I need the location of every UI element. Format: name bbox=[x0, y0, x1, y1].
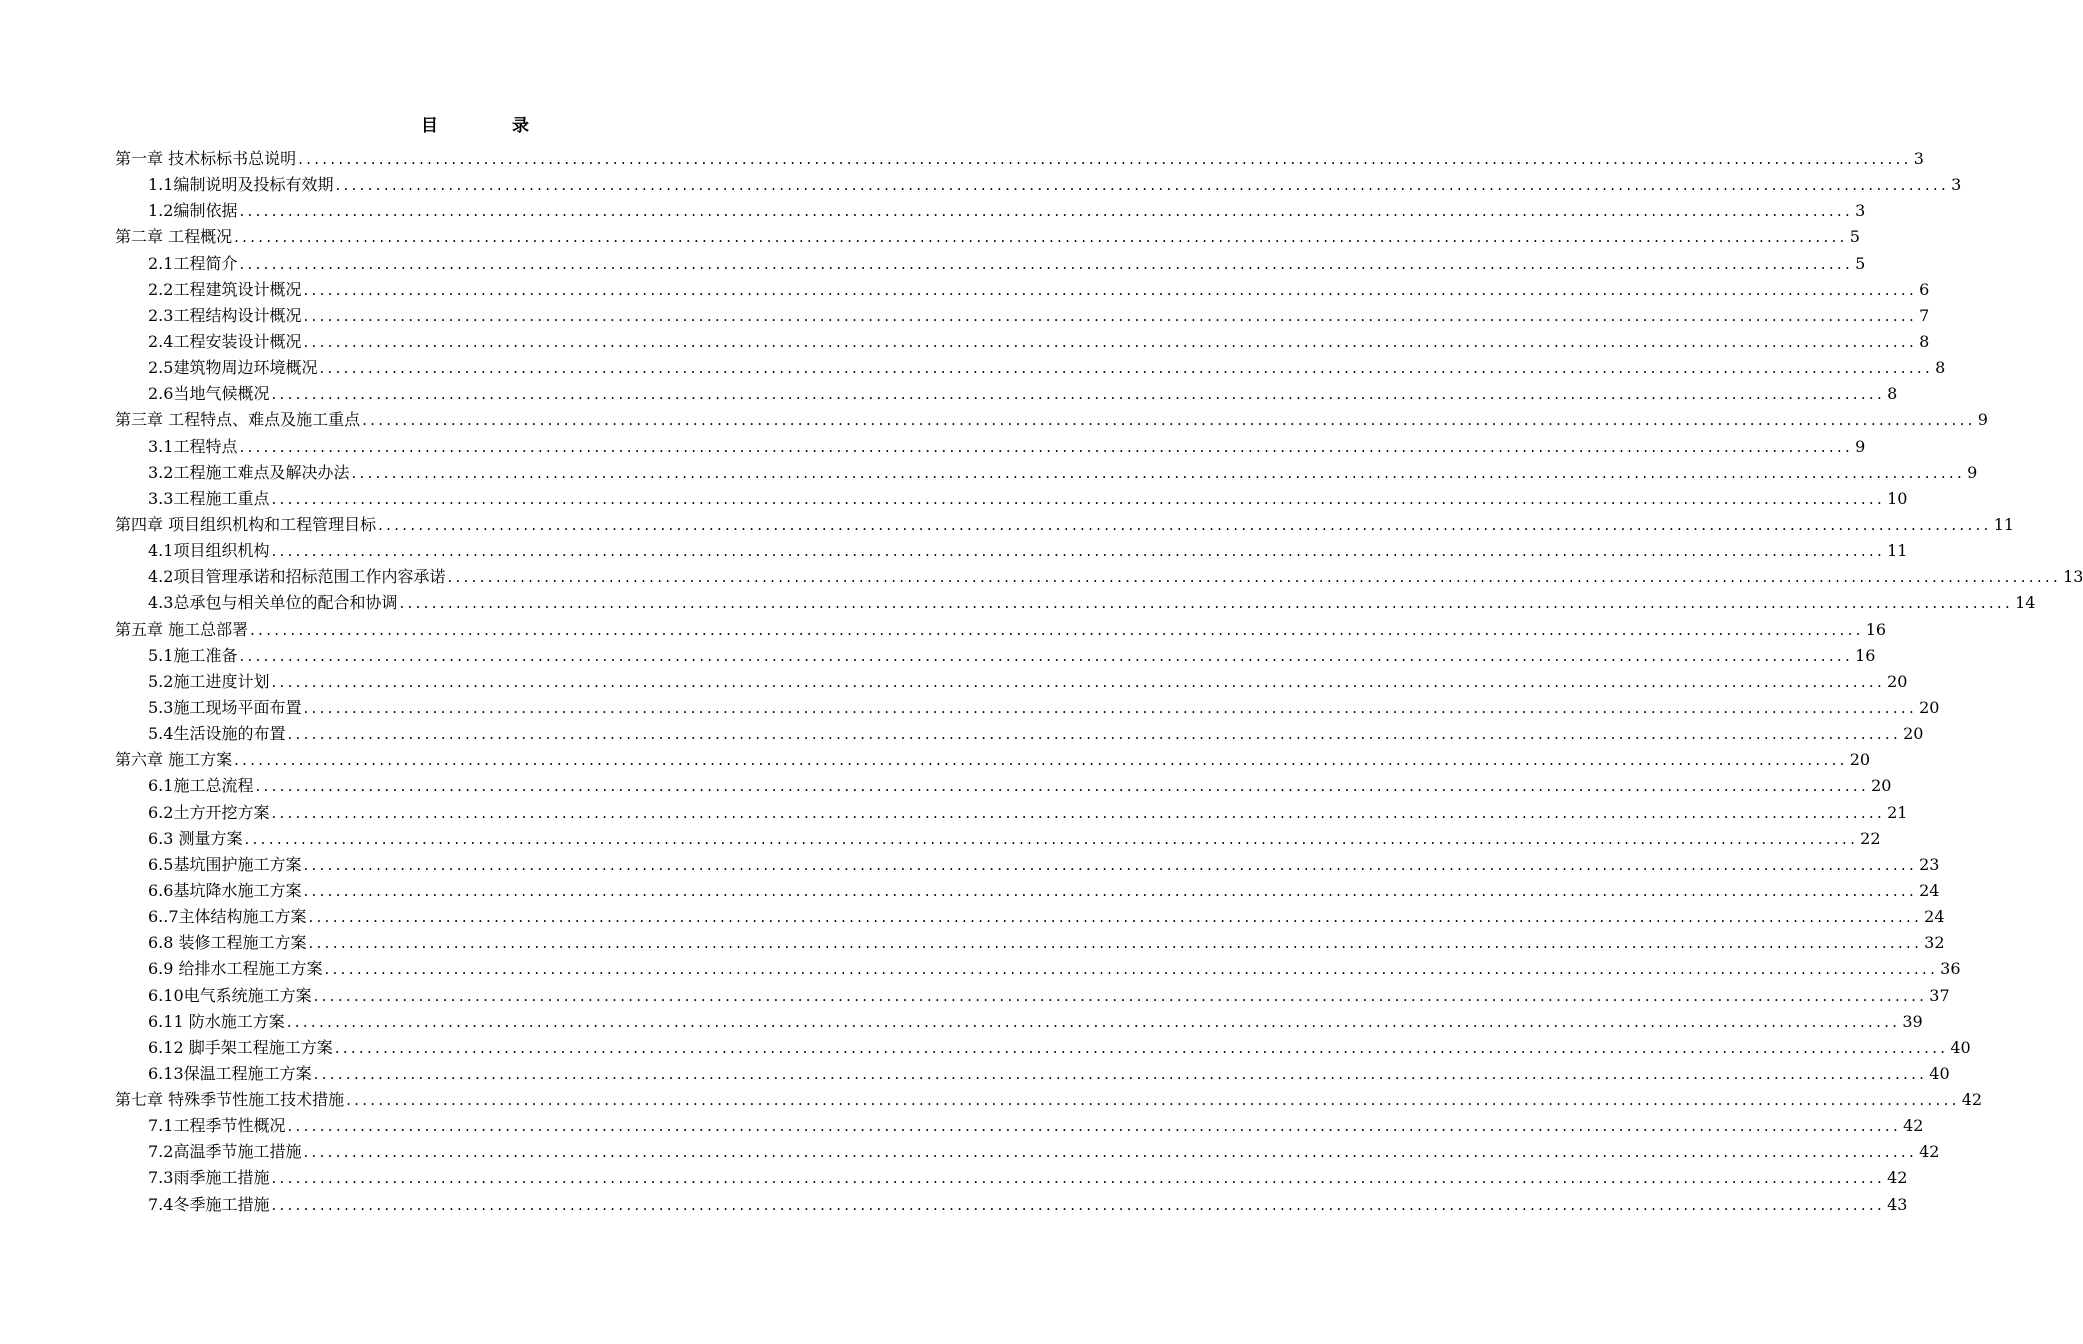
toc-entry-page-number: 9 bbox=[1967, 462, 1978, 482]
toc-entry[interactable] bbox=[115, 643, 1876, 669]
toc-entry-page-number: 22 bbox=[1860, 828, 1881, 848]
toc-entry-title: 7.4冬季施工措施 bbox=[148, 1194, 270, 1214]
toc-entry[interactable] bbox=[115, 564, 2083, 590]
toc-entry-page-number: 5 bbox=[1849, 227, 1860, 247]
toc-entry-title: 7.1工程季节性概况 bbox=[148, 1116, 286, 1136]
toc-entry[interactable] bbox=[115, 224, 1860, 250]
toc-dot-leader: ........................................................................................................................................................................................................ bbox=[250, 620, 1864, 639]
toc-dot-leader: ........................................................................................................................................................................................................ bbox=[239, 254, 1854, 273]
toc-entry[interactable] bbox=[115, 251, 1866, 277]
toc-dot-leader: ........................................................................................................................................................................................................ bbox=[271, 385, 1886, 404]
toc-dot-leader: ........................................................................................................................................................................................................ bbox=[351, 463, 1966, 482]
toc-dot-leader: ........................................................................................................................................................................................................ bbox=[346, 1091, 1960, 1110]
toc-entry-page-number: 20 bbox=[1903, 724, 1924, 744]
toc-entry-title: 3.2工程施工难点及解决办法 bbox=[148, 462, 350, 482]
toc-entry-page-number: 40 bbox=[1950, 1037, 1971, 1057]
toc-entry-page-number: 20 bbox=[1919, 697, 1940, 717]
toc-entry-title: 6..7主体结构施工方案 bbox=[148, 907, 307, 927]
toc-dot-leader: ........................................................................................................................................................................................................ bbox=[335, 176, 1950, 195]
toc-list bbox=[115, 146, 2083, 1218]
toc-entry[interactable] bbox=[115, 773, 1892, 799]
toc-dot-leader: ........................................................................................................................................................................................................ bbox=[287, 725, 1902, 744]
toc-entry[interactable] bbox=[115, 303, 1930, 329]
toc-entry-title: 2.1工程简介 bbox=[148, 253, 238, 273]
toc-entry[interactable] bbox=[115, 355, 1946, 381]
toc-entry[interactable] bbox=[115, 538, 1908, 564]
toc-dot-leader: ........................................................................................................................................................................................................ bbox=[303, 332, 1918, 351]
toc-dot-leader: ........................................................................................................................................................................................................ bbox=[239, 646, 1854, 665]
toc-dot-leader: ........................................................................................................................................................................................................ bbox=[271, 1195, 1886, 1214]
toc-entry-title: 6.3 测量方案 bbox=[148, 828, 243, 848]
toc-entry[interactable] bbox=[115, 617, 1887, 643]
toc-dot-leader: ........................................................................................................................................................................................................ bbox=[308, 908, 1923, 927]
toc-entry-page-number: 43 bbox=[1887, 1194, 1908, 1214]
toc-entry[interactable] bbox=[115, 407, 1988, 433]
toc-entry-page-number: 40 bbox=[1929, 1063, 1950, 1083]
toc-entry[interactable] bbox=[115, 172, 1962, 198]
toc-entry-title: 2.3工程结构设计概况 bbox=[148, 305, 302, 325]
toc-entry[interactable] bbox=[115, 826, 1881, 852]
toc-dot-leader: ........................................................................................................................................................................................................ bbox=[239, 437, 1854, 456]
toc-dot-leader: ........................................................................................................................................................................................................ bbox=[313, 986, 1928, 1005]
toc-entry-title: 4.3总承包与相关单位的配合和协调 bbox=[148, 593, 398, 613]
toc-dot-leader: ........................................................................................................................................................................................................ bbox=[244, 829, 1859, 848]
toc-entry-title: 5.3施工现场平面布置 bbox=[148, 697, 302, 717]
toc-entry[interactable] bbox=[115, 800, 1908, 826]
toc-entry-title: 第一章 技术标标书总说明 bbox=[115, 149, 297, 168]
toc-entry-title: 5.4生活设施的布置 bbox=[148, 724, 286, 744]
toc-entry-page-number: 8 bbox=[1919, 331, 1930, 351]
toc-entry-title: 6.13保温工程施工方案 bbox=[148, 1063, 312, 1083]
toc-dot-leader: ........................................................................................................................................................................................................ bbox=[324, 960, 1939, 979]
toc-dot-leader: ........................................................................................................................................................................................................ bbox=[319, 359, 1934, 378]
toc-dot-leader: ........................................................................................................................................................................................................ bbox=[255, 777, 1870, 796]
toc-entry-page-number: 9 bbox=[1977, 410, 1988, 430]
toc-entry-page-number: 20 bbox=[1871, 776, 1892, 796]
toc-entry-title: 第六章 施工方案 bbox=[115, 750, 233, 770]
toc-entry-page-number: 42 bbox=[1961, 1090, 1983, 1110]
toc-entry-page-number: 21 bbox=[1887, 802, 1908, 822]
toc-entry-title: 5.1施工准备 bbox=[148, 645, 238, 665]
toc-entry-page-number: 10 bbox=[1887, 488, 1908, 508]
toc-dot-leader: ........................................................................................................................................................................................................ bbox=[303, 1143, 1918, 1162]
toc-entry[interactable] bbox=[115, 956, 1961, 982]
toc-entry-page-number: 8 bbox=[1887, 384, 1898, 404]
toc-entry-page-number: 14 bbox=[2015, 593, 2036, 613]
toc-entry-title: 6.6基坑降水施工方案 bbox=[148, 880, 302, 900]
toc-entry[interactable] bbox=[115, 721, 1924, 747]
toc-entry-title: 1.1编制说明及投标有效期 bbox=[148, 175, 334, 195]
toc-entry-title: 4.1项目组织机构 bbox=[148, 541, 270, 561]
toc-dot-leader: ........................................................................................................................................................................................................ bbox=[239, 202, 1854, 221]
toc-entry[interactable] bbox=[115, 1009, 1923, 1035]
toc-entry-page-number: 3 bbox=[1951, 175, 1962, 195]
toc-entry[interactable] bbox=[115, 486, 1908, 512]
toc-entry[interactable] bbox=[115, 695, 1940, 721]
toc-entry-page-number: 42 bbox=[1919, 1142, 1940, 1162]
toc-dot-leader: ........................................................................................................................................................................................................ bbox=[298, 150, 1912, 168]
toc-dot-leader: ........................................................................................................................................................................................................ bbox=[399, 594, 2014, 613]
toc-dot-leader: ........................................................................................................................................................................................................ bbox=[378, 515, 1992, 534]
toc-entry-title: 第七章 特殊季节性施工技术措施 bbox=[115, 1090, 345, 1110]
toc-entry[interactable] bbox=[115, 1192, 1908, 1218]
toc-dot-leader: ........................................................................................................................................................................................................ bbox=[303, 855, 1918, 874]
toc-entry-title: 6.10电气系统施工方案 bbox=[148, 985, 312, 1005]
toc-entry-title: 6.5基坑围护施工方案 bbox=[148, 854, 302, 874]
toc-dot-leader: ........................................................................................................................................................................................................ bbox=[308, 934, 1923, 953]
toc-entry[interactable] bbox=[115, 1165, 1908, 1191]
toc-entry[interactable] bbox=[115, 1113, 1924, 1139]
toc-entry[interactable] bbox=[115, 1061, 1950, 1087]
toc-entry-title: 2.4工程安装设计概况 bbox=[148, 331, 302, 351]
toc-entry-title: 第二章 工程概况 bbox=[115, 227, 233, 247]
toc-entry[interactable] bbox=[115, 460, 1978, 486]
toc-entry-title: 6.8 装修工程施工方案 bbox=[148, 933, 307, 953]
toc-entry[interactable] bbox=[115, 1087, 1983, 1113]
toc-entry-page-number: 8 bbox=[1935, 358, 1946, 378]
toc-entry-page-number: 37 bbox=[1929, 985, 1950, 1005]
toc-dot-leader: ........................................................................................................................................................................................................ bbox=[362, 411, 1976, 430]
toc-dot-leader: ........................................................................................................................................................................................................ bbox=[271, 672, 1886, 691]
toc-entry-page-number: 3 bbox=[1913, 149, 1924, 168]
toc-dot-leader: ........................................................................................................................................................................................................ bbox=[234, 751, 1848, 770]
toc-entry[interactable] bbox=[115, 512, 2015, 538]
toc-dot-leader: ........................................................................................................................................................................................................ bbox=[447, 568, 2062, 587]
toc-entry-title: 5.2施工进度计划 bbox=[148, 671, 270, 691]
toc-entry-page-number: 20 bbox=[1887, 671, 1908, 691]
toc-entry-title: 6.2土方开挖方案 bbox=[148, 802, 270, 822]
toc-entry-title: 3.3工程施工重点 bbox=[148, 488, 270, 508]
toc-entry-page-number: 13 bbox=[2063, 567, 2083, 587]
toc-entry-page-number: 23 bbox=[1919, 854, 1940, 874]
toc-dot-leader: ........................................................................................................................................................................................................ bbox=[303, 881, 1918, 900]
toc-entry-title: 7.2高温季节施工措施 bbox=[148, 1142, 302, 1162]
toc-dot-leader: ........................................................................................................................................................................................................ bbox=[287, 1117, 1902, 1136]
toc-entry-title: 2.6当地气候概况 bbox=[148, 384, 270, 404]
toc-dot-leader: ........................................................................................................................................................................................................ bbox=[271, 489, 1886, 508]
toc-entry[interactable] bbox=[115, 198, 1866, 224]
toc-entry-title: 第五章 施工总部署 bbox=[115, 619, 249, 639]
toc-entry-title: 1.2编制依据 bbox=[148, 201, 238, 221]
toc-entry-title: 第四章 项目组织机构和工程管理目标 bbox=[115, 514, 377, 534]
toc-entry-title: 6.12 脚手架工程施工方案 bbox=[148, 1037, 333, 1057]
toc-entry[interactable] bbox=[115, 434, 1866, 460]
toc-entry[interactable] bbox=[115, 669, 1908, 695]
toc-dot-leader: ........................................................................................................................................................................................................ bbox=[303, 306, 1918, 325]
toc-entry[interactable] bbox=[115, 747, 1871, 773]
toc-entry-page-number: 6 bbox=[1919, 279, 1930, 299]
toc-entry[interactable] bbox=[115, 277, 1930, 303]
toc-entry-title: 4.2项目管理承诺和招标范围工作内容承诺 bbox=[148, 567, 446, 587]
toc-entry-page-number: 16 bbox=[1865, 619, 1887, 639]
toc-entry-title: 第三章 工程特点、难点及施工重点 bbox=[115, 410, 361, 430]
toc-entry-page-number: 42 bbox=[1887, 1168, 1908, 1188]
toc-entry[interactable] bbox=[115, 381, 1898, 407]
toc-dot-leader: ........................................................................................................................................................................................................ bbox=[286, 1012, 1901, 1031]
toc-entry[interactable] bbox=[115, 852, 1940, 878]
toc-entry-title: 7.3雨季施工措施 bbox=[148, 1168, 270, 1188]
toc-entry-page-number: 42 bbox=[1903, 1116, 1924, 1136]
toc-entry[interactable] bbox=[115, 1139, 1940, 1165]
toc-dot-leader: ........................................................................................................................................................................................................ bbox=[334, 1038, 1949, 1057]
toc-entry[interactable] bbox=[115, 930, 1945, 956]
toc-entry-page-number: 39 bbox=[1902, 1011, 1923, 1031]
toc-entry-title: 6.11 防水施工方案 bbox=[148, 1011, 285, 1031]
toc-dot-leader: ........................................................................................................................................................................................................ bbox=[303, 280, 1918, 299]
toc-entry-page-number: 24 bbox=[1919, 880, 1940, 900]
toc-entry-page-number: 36 bbox=[1940, 959, 1961, 979]
toc-entry-page-number: 32 bbox=[1924, 933, 1945, 953]
toc-entry[interactable] bbox=[115, 590, 2036, 616]
toc-entry-title: 6.1施工总流程 bbox=[148, 776, 254, 796]
toc-entry-page-number: 9 bbox=[1855, 436, 1866, 456]
toc-entry-page-number: 24 bbox=[1924, 907, 1945, 927]
page-title: 目 录 bbox=[421, 116, 563, 136]
toc-entry[interactable] bbox=[115, 329, 1930, 355]
toc-dot-leader: ........................................................................................................................................................................................................ bbox=[271, 542, 1886, 561]
toc-entry-page-number: 11 bbox=[1993, 514, 2015, 534]
toc-entry-title: 3.1工程特点 bbox=[148, 436, 238, 456]
toc-dot-leader: ........................................................................................................................................................................................................ bbox=[313, 1064, 1928, 1083]
toc-entry[interactable] bbox=[115, 878, 1940, 904]
toc-entry-page-number: 5 bbox=[1855, 253, 1866, 273]
toc-entry-page-number: 11 bbox=[1887, 541, 1908, 561]
toc-dot-leader: ........................................................................................................................................................................................................ bbox=[271, 803, 1886, 822]
toc-entry-page-number: 3 bbox=[1855, 201, 1866, 221]
toc-entry[interactable] bbox=[115, 146, 1924, 172]
toc-entry-title: 6.9 给排水工程施工方案 bbox=[148, 959, 323, 979]
toc-entry-page-number: 20 bbox=[1849, 750, 1871, 770]
toc-entry[interactable] bbox=[115, 983, 1950, 1009]
toc-dot-leader: ........................................................................................................................................................................................................ bbox=[303, 698, 1918, 717]
toc-dot-leader: ........................................................................................................................................................................................................ bbox=[234, 228, 1848, 247]
toc-entry[interactable] bbox=[115, 1035, 1971, 1061]
toc-entry-title: 2.2工程建筑设计概况 bbox=[148, 279, 302, 299]
toc-entry[interactable] bbox=[115, 904, 1945, 930]
toc-entry-page-number: 7 bbox=[1919, 305, 1930, 325]
toc-dot-leader: ........................................................................................................................................................................................................ bbox=[271, 1169, 1886, 1188]
toc-entry-page-number: 16 bbox=[1855, 645, 1876, 665]
toc-entry-title: 2.5建筑物周边环境概况 bbox=[148, 358, 318, 378]
